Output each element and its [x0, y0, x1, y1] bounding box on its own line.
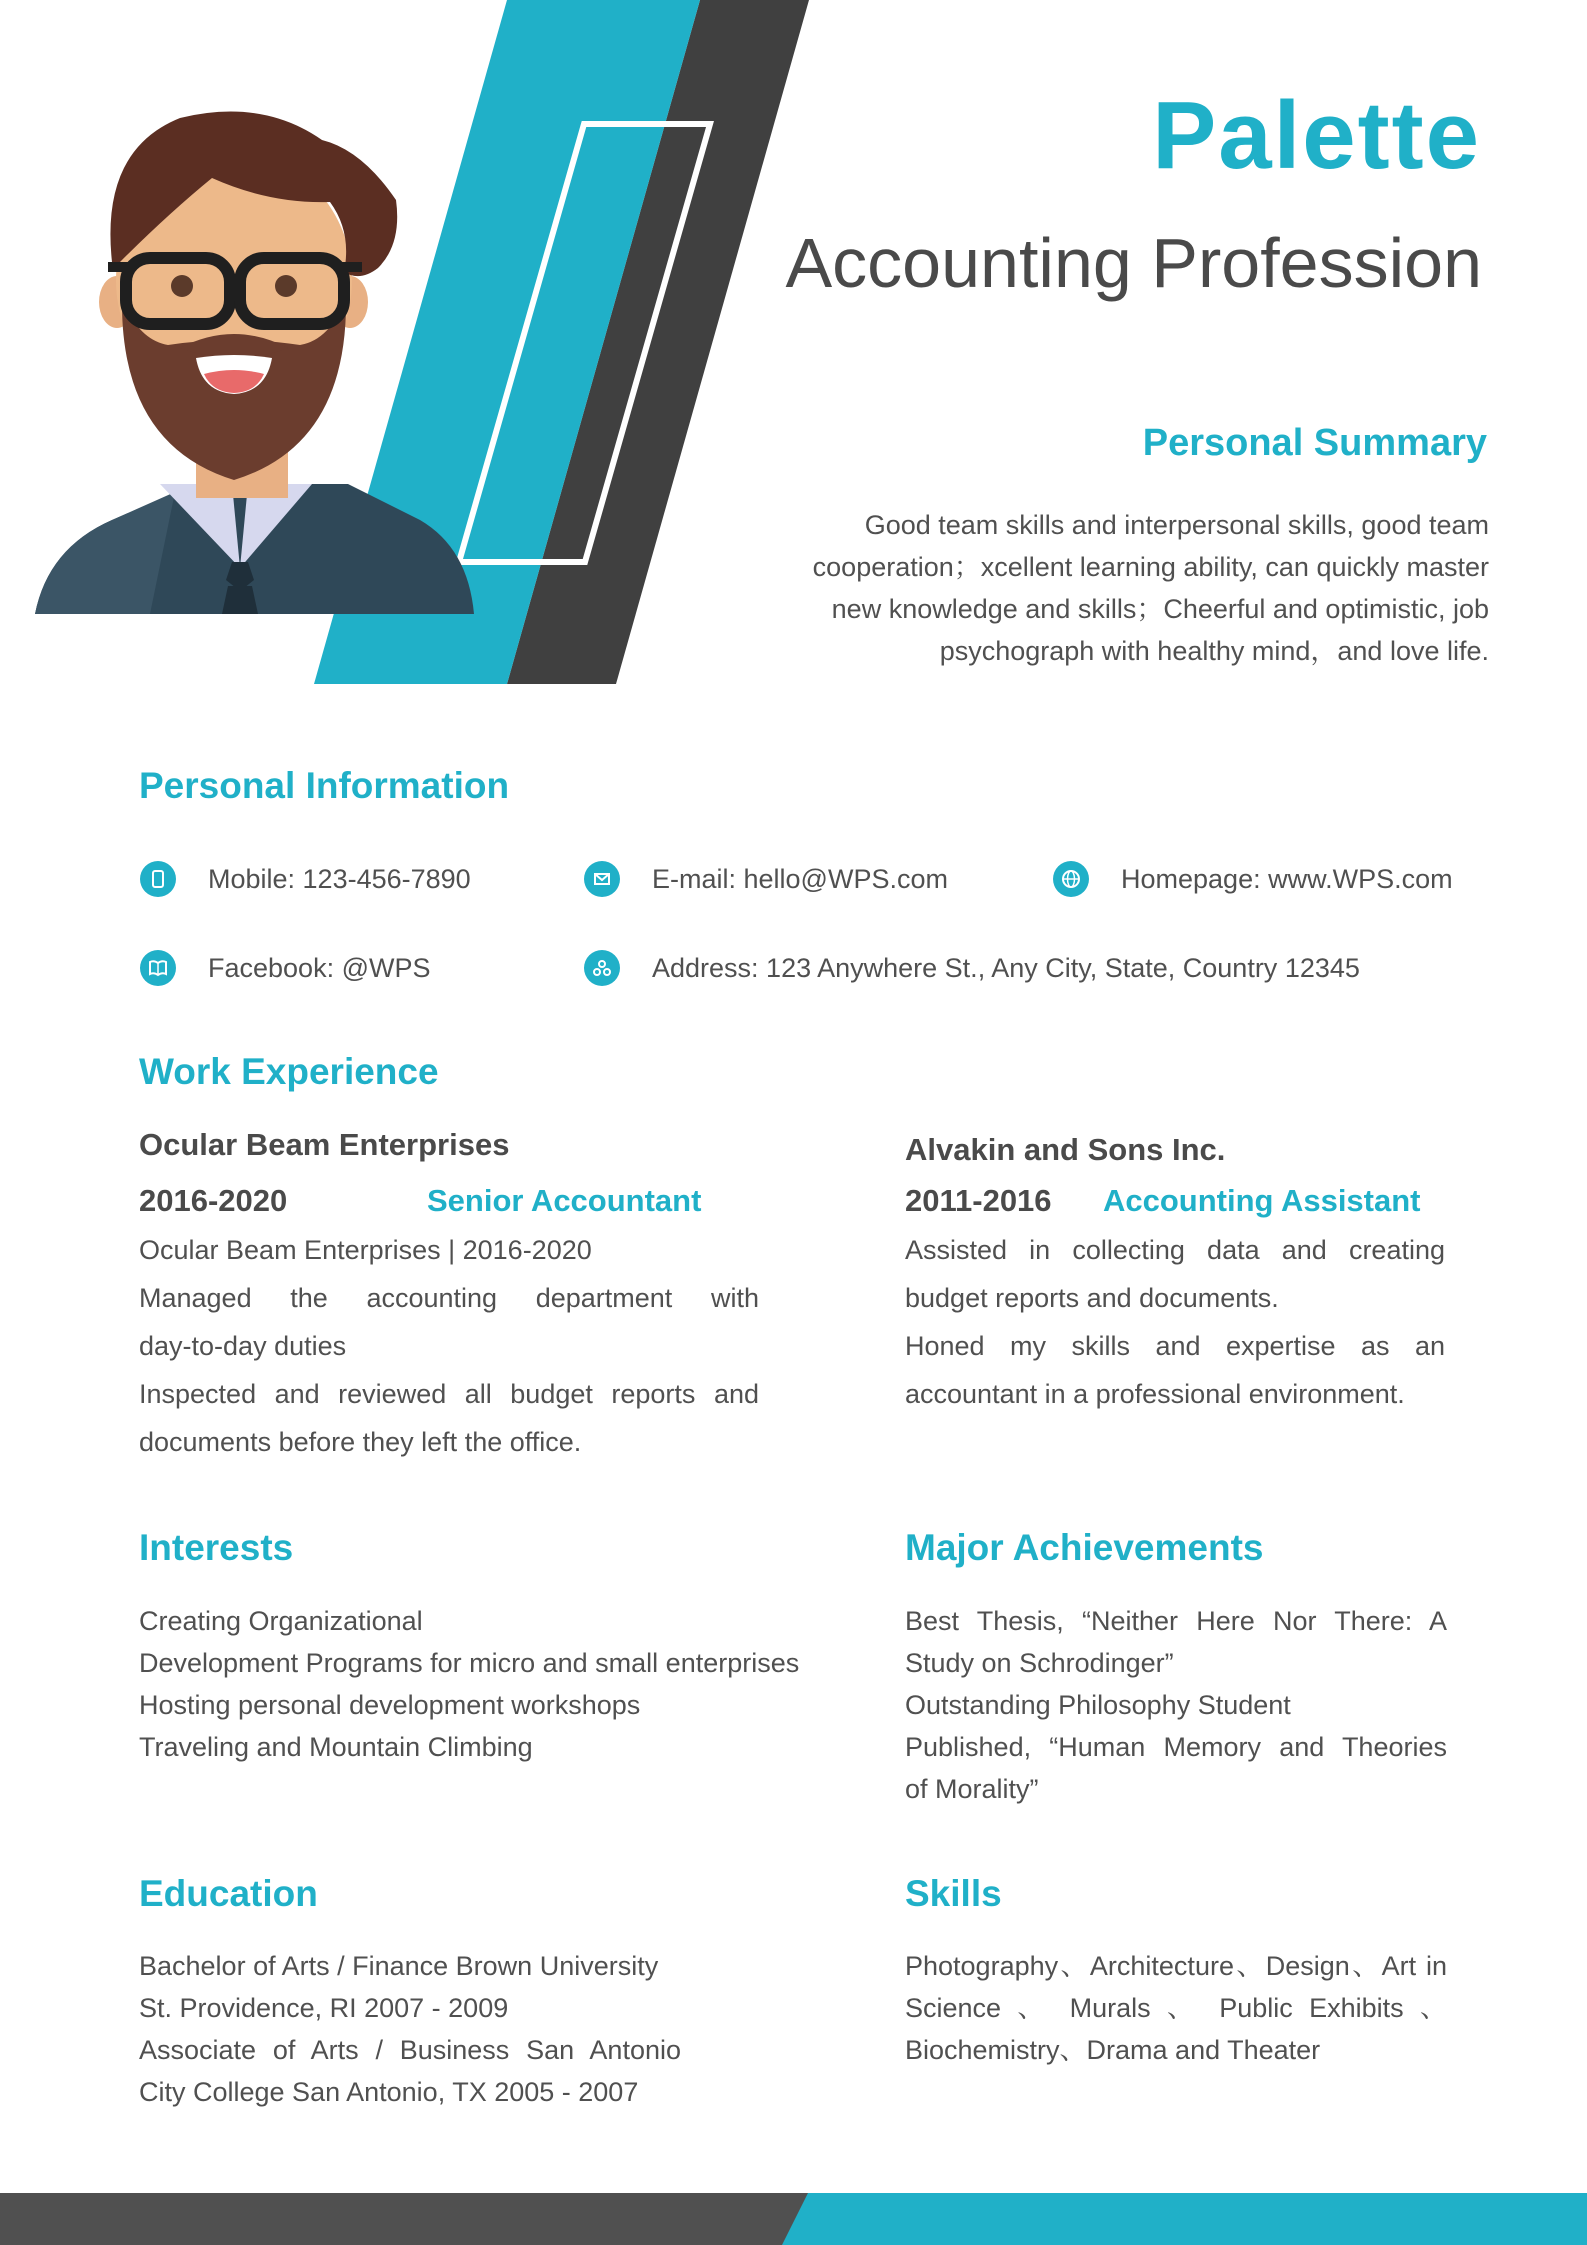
job-1-line: Managed the accounting department with — [139, 1283, 759, 1313]
mobile-text: Mobile: 123-456-7890 — [208, 863, 471, 894]
achievements-title: Major Achievements — [905, 1527, 1264, 1568]
education-title: Education — [139, 1873, 318, 1914]
job-2-role: Accounting Assistant — [1103, 1183, 1421, 1218]
achievement-line: Study on Schrodinger” — [905, 1648, 1174, 1678]
interest-item: Hosting personal development workshops — [139, 1690, 641, 1720]
address-text: Address: 123 Anywhere St., Any City, State, Country 12345 — [652, 952, 1360, 983]
summary-line: psychograph with healthy mind，and love life. — [939, 636, 1489, 666]
interest-item: Traveling and Mountain Climbing — [139, 1732, 533, 1762]
education-list — [139, 1945, 681, 2113]
personal-information-title: Personal Information — [139, 765, 510, 806]
summary-line: new knowledge and skills；Cheerful and optimistic, job — [831, 594, 1489, 624]
achievement-line: Outstanding Philosophy Student — [905, 1690, 1291, 1720]
personal-summary-body — [769, 504, 1489, 672]
job-1-company: Ocular Beam Enterprises — [139, 1127, 510, 1162]
mail-icon — [584, 861, 620, 897]
skills-list — [905, 1945, 1447, 2071]
facebook-text: Facebook: @WPS — [208, 952, 431, 983]
homepage-text: Homepage: www.WPS.com — [1121, 863, 1453, 894]
job-2-years: 2011-2016 — [905, 1183, 1052, 1218]
skills-line: Biochemistry、Drama and Theater — [905, 2035, 1321, 2065]
footer-teal — [782, 2193, 1587, 2245]
education-line: Bachelor of Arts / Finance Brown University — [139, 1951, 659, 1981]
achievement-line: of Morality” — [905, 1774, 1039, 1804]
job-2-line: budget reports and documents. — [905, 1283, 1279, 1313]
phone-icon — [140, 861, 176, 897]
achievements-list — [905, 1600, 1447, 1810]
job-2-line: accountant in a professional environment. — [905, 1379, 1405, 1409]
job-1-description — [139, 1226, 759, 1466]
contact-address — [584, 950, 1360, 986]
job-1-role: Senior Accountant — [427, 1183, 702, 1218]
job-2-company: Alvakin and Sons Inc. — [905, 1132, 1226, 1167]
personal-summary-title: Personal Summary — [1142, 422, 1487, 464]
contact-facebook — [140, 950, 431, 986]
skills-line: Science 、 Murals 、 Public Exhibits 、 — [905, 1993, 1447, 2023]
resume-profession: Accounting Profession — [785, 224, 1482, 302]
contact-mobile — [140, 861, 471, 897]
work-experience-title: Work Experience — [139, 1051, 439, 1092]
summary-line: Good team skills and interpersonal skills, good team — [864, 510, 1489, 540]
job-1-line: Ocular Beam Enterprises | 2016-2020 — [139, 1235, 592, 1265]
job-2-line: Assisted in collecting data and creating — [905, 1235, 1445, 1265]
education-line: St. Providence, RI 2007 - 2009 — [139, 1993, 509, 2023]
job-1-line: day-to-day duties — [139, 1331, 347, 1361]
email-text: E-mail: hello@WPS.com — [652, 863, 948, 894]
job-2-description — [905, 1226, 1445, 1418]
globe-icon — [1053, 861, 1089, 897]
footer-band — [0, 2193, 1587, 2245]
interest-item: Creating Organizational — [139, 1606, 423, 1636]
interests-list — [139, 1600, 859, 1768]
job-1-years: 2016-2020 — [139, 1183, 288, 1218]
book-icon — [140, 950, 176, 986]
skills-title: Skills — [905, 1873, 1002, 1914]
resume-name: Palette — [1152, 82, 1481, 189]
education-line: City College San Antonio, TX 2005 - 2007 — [139, 2077, 639, 2107]
education-line: Associate of Arts / Business San Antonio — [139, 2035, 681, 2065]
achievement-line: Best Thesis, “Neither Here Nor There: A — [905, 1606, 1447, 1636]
job-1-line: Inspected and reviewed all budget reports and — [139, 1379, 759, 1409]
job-2-line: Honed my skills and expertise as an — [905, 1331, 1445, 1361]
location-icon — [584, 950, 620, 986]
summary-line: cooperation；xcellent learning ability, can quickly master — [812, 552, 1489, 582]
header-decoration — [0, 0, 820, 700]
interests-title: Interests — [139, 1527, 294, 1568]
contact-email — [584, 861, 948, 897]
interest-item: Development Programs for micro and small enterprises — [139, 1648, 800, 1678]
skills-line: Photography、Architecture、Design、Art in — [905, 1951, 1447, 1981]
contact-homepage — [1053, 861, 1453, 897]
job-1-line: documents before they left the office. — [139, 1427, 582, 1457]
achievement-line: Published, “Human Memory and Theories — [905, 1732, 1447, 1762]
